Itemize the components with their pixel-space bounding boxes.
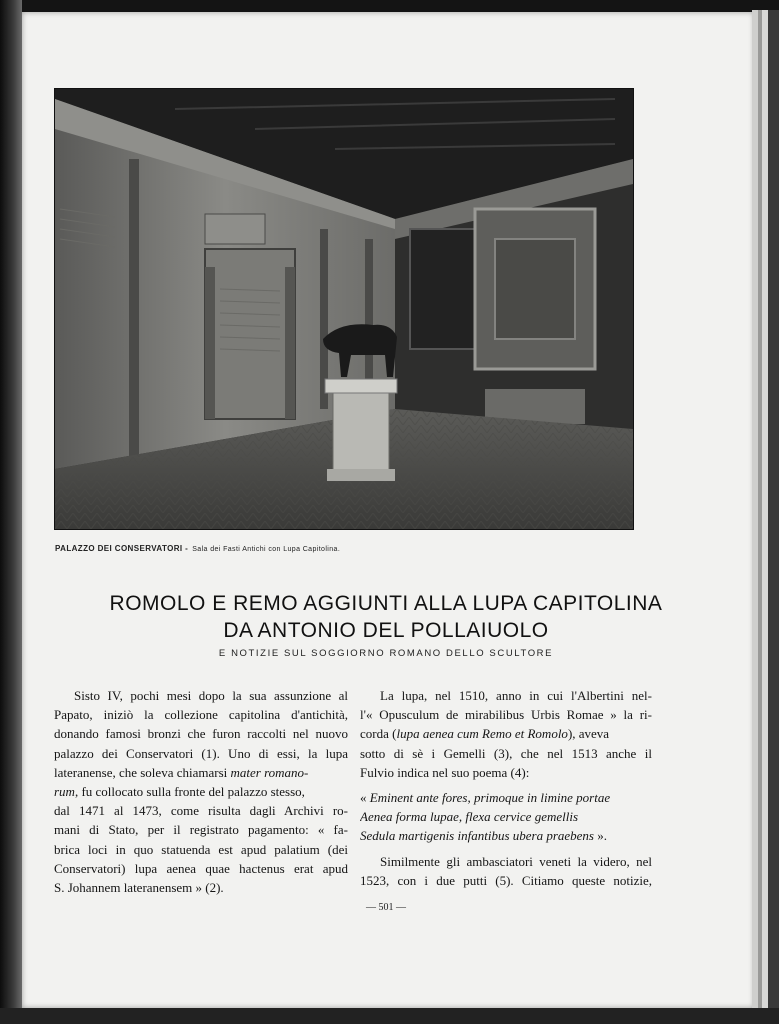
text-line: La lupa, nel 1510, anno in cui l'Albertini nel- bbox=[380, 688, 652, 703]
text-column-right bbox=[360, 686, 652, 890]
text-span: lateranense, che soleva chiamarsi bbox=[54, 764, 228, 780]
article-subtitle: E NOTIZIE SUL SOGGIORNO ROMANO DELLO SCULTORE bbox=[218, 648, 554, 659]
page-number: — 501 — bbox=[366, 902, 406, 913]
text-line: 1523, con i due putti (5). Citiamo queste notizie, bbox=[360, 872, 652, 888]
quote-line: Aenea forma lupae, flexa cervice gemellis bbox=[360, 809, 579, 825]
photo-caption bbox=[55, 544, 635, 553]
text-line: donando famosi bronzi che furon raccolti nel nuovo bbox=[54, 726, 348, 742]
text-line: Sisto IV, pochi mesi dopo la sua assunzione al bbox=[74, 688, 348, 703]
text-span: ), aveva bbox=[567, 726, 610, 742]
book-binding bbox=[0, 0, 22, 1024]
text-line bbox=[54, 782, 348, 801]
photograph-sala-dei-fasti bbox=[54, 88, 634, 530]
quote-line bbox=[360, 788, 652, 807]
cover-edge bbox=[768, 10, 779, 1012]
italic-text: Eminent ante fores, primoque in limine portae bbox=[369, 789, 611, 805]
text-line: mani di Stato, per il registrato pagamento: « fa- bbox=[54, 822, 348, 838]
text-span: corda ( bbox=[360, 726, 397, 742]
scan-bottom-border bbox=[0, 1008, 779, 1024]
italic-text: lupa aenea cum Remo et Romolo bbox=[396, 726, 568, 742]
text-line bbox=[54, 763, 348, 782]
text-line: Fulvio indica nel suo poema (4): bbox=[360, 764, 530, 780]
text-line: dal 1471 al 1473, come risulta dagli Archivi ro- bbox=[54, 803, 348, 819]
quote-line bbox=[360, 826, 652, 845]
text-line: l'« Opusculum de mirabilibus Urbis Romae » la ri- bbox=[360, 707, 652, 723]
italic-text: mater romano- bbox=[230, 764, 309, 780]
text-line: sotto di sè i Gemelli (3), che nel 1513 anche il bbox=[360, 745, 652, 761]
article-title-line-1: ROMOLO E REMO AGGIUNTI ALLA LUPA CAPITOLINA bbox=[109, 592, 663, 615]
caption-description: Sala dei Fasti Antichi con Lupa Capitolina. bbox=[192, 546, 341, 553]
caption-location: PALAZZO DEI CONSERVATORI - bbox=[55, 544, 189, 553]
text-span: , fu collocato sulla fronte del palazzo stesso, bbox=[74, 783, 305, 799]
text-span: « bbox=[360, 789, 370, 805]
text-column-left bbox=[54, 686, 348, 897]
italic-text: rum bbox=[54, 783, 75, 799]
italic-text: Sedula martigenis infantibus ubera praebens bbox=[360, 828, 594, 844]
text-line: Conservatori) lupa aenea quae hactenus erat apud bbox=[54, 860, 348, 876]
text-line: S. Johannem lateranensem » (2). bbox=[54, 879, 224, 895]
text-line: Similmente gli ambasciatori veneti la videro, nel bbox=[380, 853, 652, 869]
text-line: Papato, iniziò la collezione capitolina d'antichità, bbox=[54, 707, 348, 723]
article-title-line-2: DA ANTONIO DEL POLLAIUOLO bbox=[223, 619, 549, 642]
text-line bbox=[360, 724, 652, 743]
text-line: brica loci in quo statuenda est apud palatium (dei bbox=[54, 841, 348, 857]
text-span: ». bbox=[594, 828, 607, 844]
text-line: palazzo dei Conservatori (1). Uno di essi, la lupa bbox=[54, 745, 348, 761]
